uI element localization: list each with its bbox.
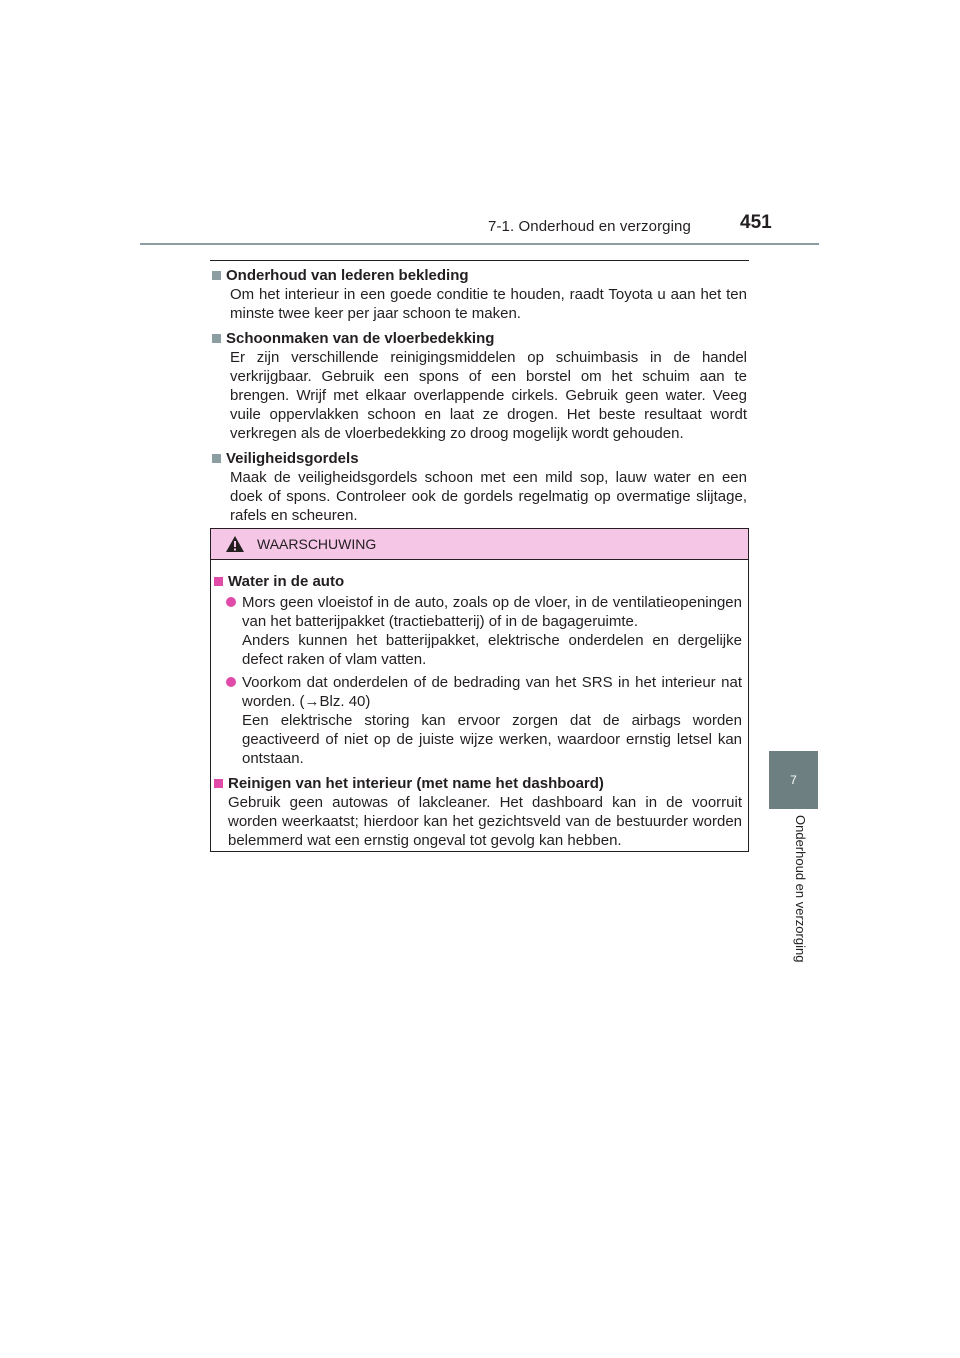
warning-bullet (214, 673, 742, 768)
section-seatbelts (212, 449, 747, 525)
bullet-text: Een elektrische storing kan ervoor zorgen dat de airbags worden geactiveerd of niet op de juiste wijze werken, waardoor ernstig letsel kan ontstaan. (242, 712, 742, 767)
warning-bullet (214, 593, 742, 669)
page-number: 451 (740, 212, 772, 233)
warning-section-water (214, 572, 742, 768)
warning-box (210, 528, 749, 852)
bullet-text: Mors geen vloeistof in de auto, zoals op de vloer, in de ventilatieopeningen van het batterijpakket (tractiebatterij) of in de bagageruimte. (242, 594, 742, 630)
section-title: Schoonmaken van de vloerbedekking (226, 330, 495, 347)
section-title: Veiligheidsgordels (226, 450, 359, 467)
warning-section-title: Reinigen van het interieur (met name het dashboard) (228, 775, 604, 792)
section-carpet (212, 329, 747, 443)
bullet-dot-icon (226, 597, 236, 607)
section-text: Om het interieur in een goede conditie te houden, raadt Toyota u aan het ten minste twee keer per jaar schoon te maken. (230, 286, 747, 322)
warning-square-icon (214, 779, 223, 788)
warning-section-dashboard (214, 774, 742, 850)
bullet-text: Anders kunnen het batterijpakket, elektrische onderdelen en dergelijke defect raken of vlam vatten. (242, 632, 742, 668)
header-rule (140, 243, 819, 245)
chapter-side-label: Onderhoud en verzorging (793, 815, 808, 963)
warning-section-title: Water in de auto (228, 573, 345, 590)
section-title: Onderhoud van lederen bekleding (226, 267, 469, 284)
warning-section-text: Gebruik geen autowas of lakcleaner. Het dashboard kan in de voorruit worden weerkaatst; hierdoor kan het gezichtsveld van de bestuurder worden belemmerd wat een ernstig ongeval tot gevolg kan hebben. (228, 794, 742, 849)
warning-triangle-icon (225, 535, 245, 553)
section-text: Er zijn verschillende reinigingsmiddelen op schuimbasis in de handel verkrijgbaar. Gebruik een spons of een borstel om het schuim aan te brengen. Wrijf met elkaar overlappende cirkels. Gebruik geen water. Veeg vuile oppervlakken schoon en laat ze drogen. Het beste resultaat wordt verkregen als de vloerbedekking zo droog mogelijk wordt gehouden. (230, 349, 747, 442)
chapter-tab: 7 (769, 751, 818, 809)
section-text: Maak de veiligheidsgordels schoon met een mild sop, lauw water en een doek of spons. Controleer ook de gordels regelmatig op overmatige slijtage, rafels en scheuren. (230, 469, 747, 524)
bullet-dot-icon (226, 677, 236, 687)
section-leather (212, 266, 747, 323)
bullet-text: Voorkom dat onderdelen of de bedrading van het SRS in het interieur nat worden. (→Blz. 40) (242, 674, 742, 710)
warning-label: WAARSCHUWING (257, 536, 377, 552)
warning-header (211, 529, 748, 560)
section-square-icon (212, 334, 221, 343)
section-square-icon (212, 271, 221, 280)
header-section-title: 7-1. Onderhoud en verzorging (488, 218, 691, 235)
content-divider (210, 260, 749, 261)
section-square-icon (212, 454, 221, 463)
warning-square-icon (214, 577, 223, 586)
main-content (212, 266, 747, 531)
